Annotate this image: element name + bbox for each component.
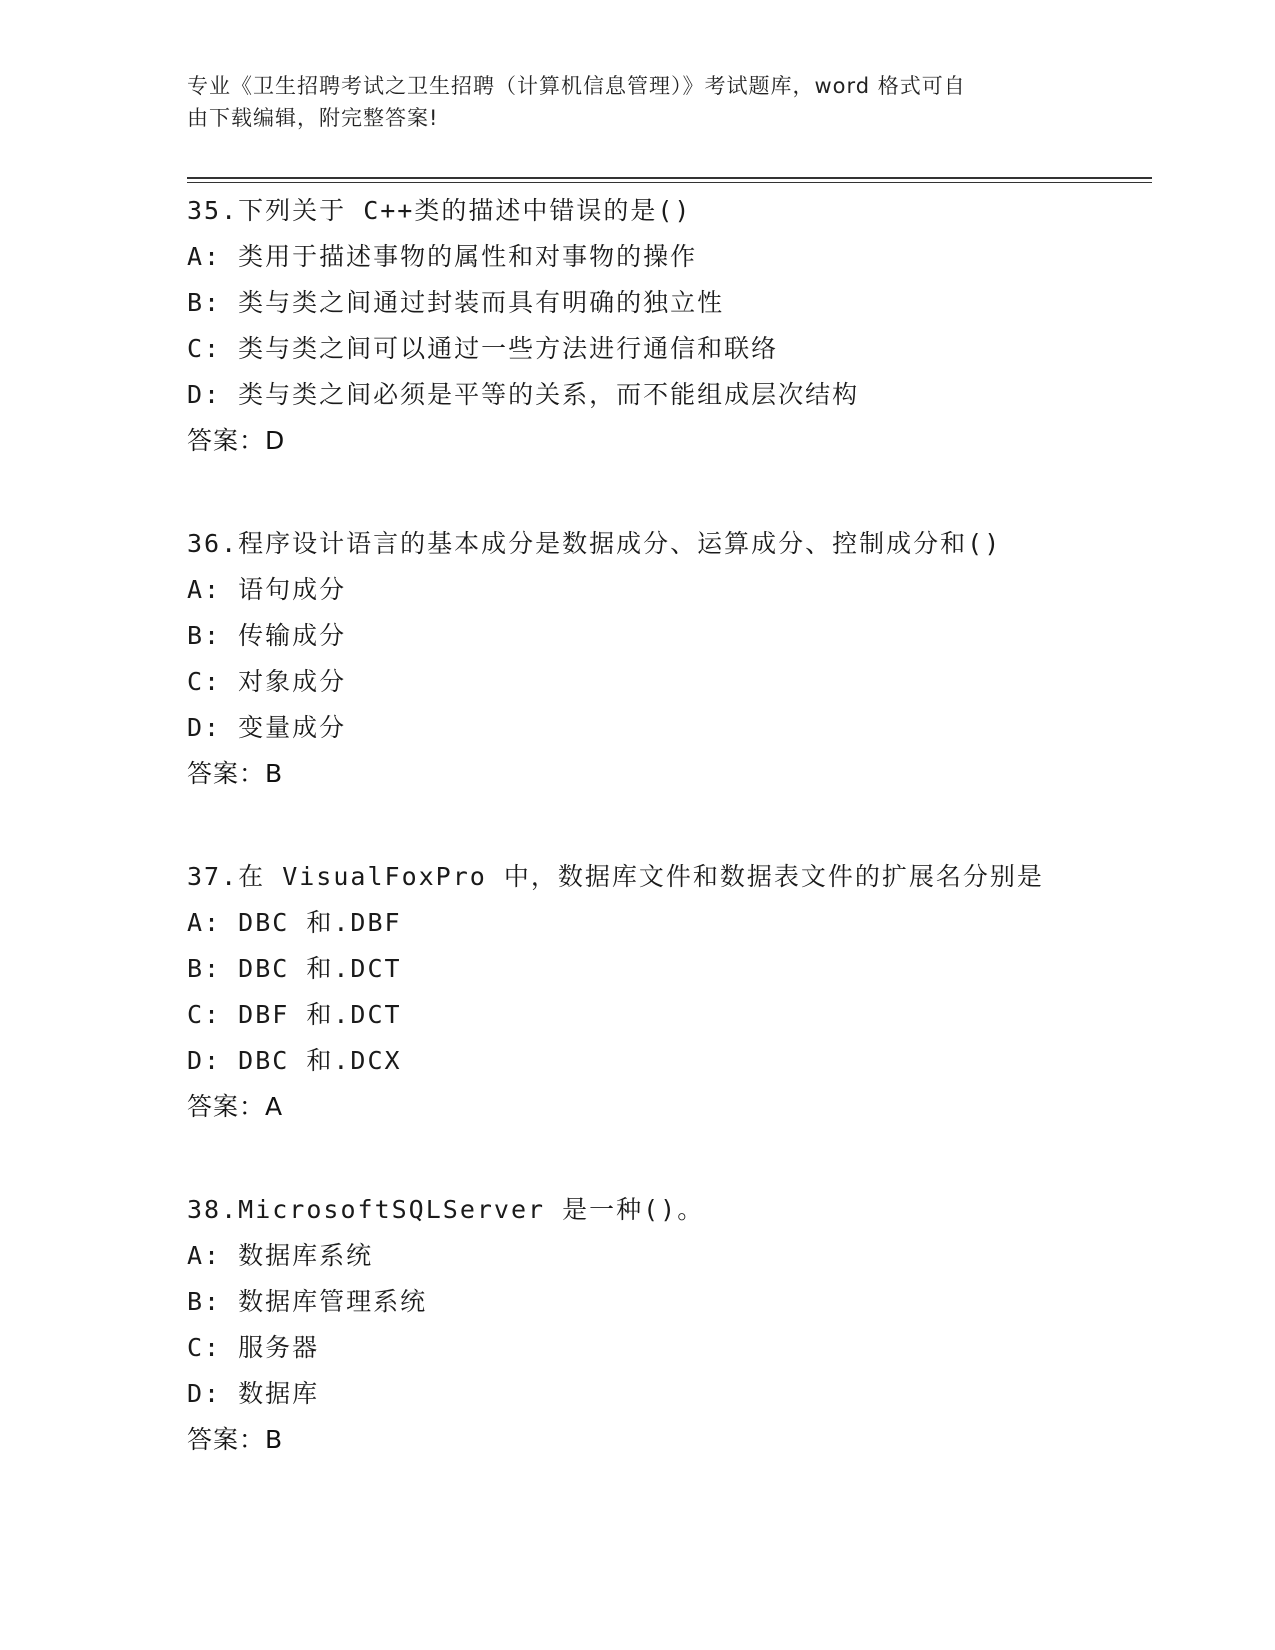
option-d: D: DBC 和.DCX <box>187 1046 402 1075</box>
header-line-1: 专业《卫生招聘考试之卫生招聘（计算机信息管理）》考试题库，word 格式可自 <box>187 74 966 98</box>
option-c: C: 类与类之间可以通过一些方法进行通信和联络 <box>187 334 779 363</box>
option-b: B: DBC 和.DCT <box>187 954 402 983</box>
option-b: B: 数据库管理系统 <box>187 1287 428 1316</box>
question-38 <box>187 1187 1152 1463</box>
option-a: A: 类用于描述事物的属性和对事物的操作 <box>187 242 698 271</box>
question-stem: 38.MicrosoftSQLServer 是一种()。 <box>187 1195 705 1224</box>
answer-line: 答案：B <box>187 1425 284 1454</box>
question-35 <box>187 188 1152 464</box>
question-stem: 35.下列关于 C++类的描述中错误的是() <box>187 196 692 225</box>
option-a: A: DBC 和.DBF <box>187 908 402 937</box>
question-37 <box>187 854 1152 1130</box>
header-divider-thick <box>187 177 1152 179</box>
option-a: A: 语句成分 <box>187 575 347 604</box>
option-c: C: 服务器 <box>187 1333 320 1362</box>
question-stem: 37.在 VisualFoxPro 中，数据库文件和数据表文件的扩展名分别是 <box>187 862 1044 891</box>
document-header <box>187 70 1077 134</box>
option-c: C: 对象成分 <box>187 667 347 696</box>
answer-line: 答案：A <box>187 1092 284 1121</box>
question-list <box>187 188 1152 1520</box>
question-stem: 36.程序设计语言的基本成分是数据成分、运算成分、控制成分和() <box>187 529 1002 558</box>
option-d: D: 数据库 <box>187 1379 320 1408</box>
option-c: C: DBF 和.DCT <box>187 1000 402 1029</box>
question-36 <box>187 521 1152 797</box>
option-d: D: 类与类之间必须是平等的关系，而不能组成层次结构 <box>187 380 860 409</box>
option-b: B: 类与类之间通过封装而具有明确的独立性 <box>187 288 725 317</box>
option-d: D: 变量成分 <box>187 713 347 742</box>
answer-line: 答案：B <box>187 759 284 788</box>
answer-line: 答案：D <box>187 426 286 455</box>
option-b: B: 传输成分 <box>187 621 347 650</box>
header-line-2: 由下载编辑，附完整答案! <box>187 106 439 130</box>
header-divider-thin <box>187 182 1152 183</box>
option-a: A: 数据库系统 <box>187 1241 374 1270</box>
